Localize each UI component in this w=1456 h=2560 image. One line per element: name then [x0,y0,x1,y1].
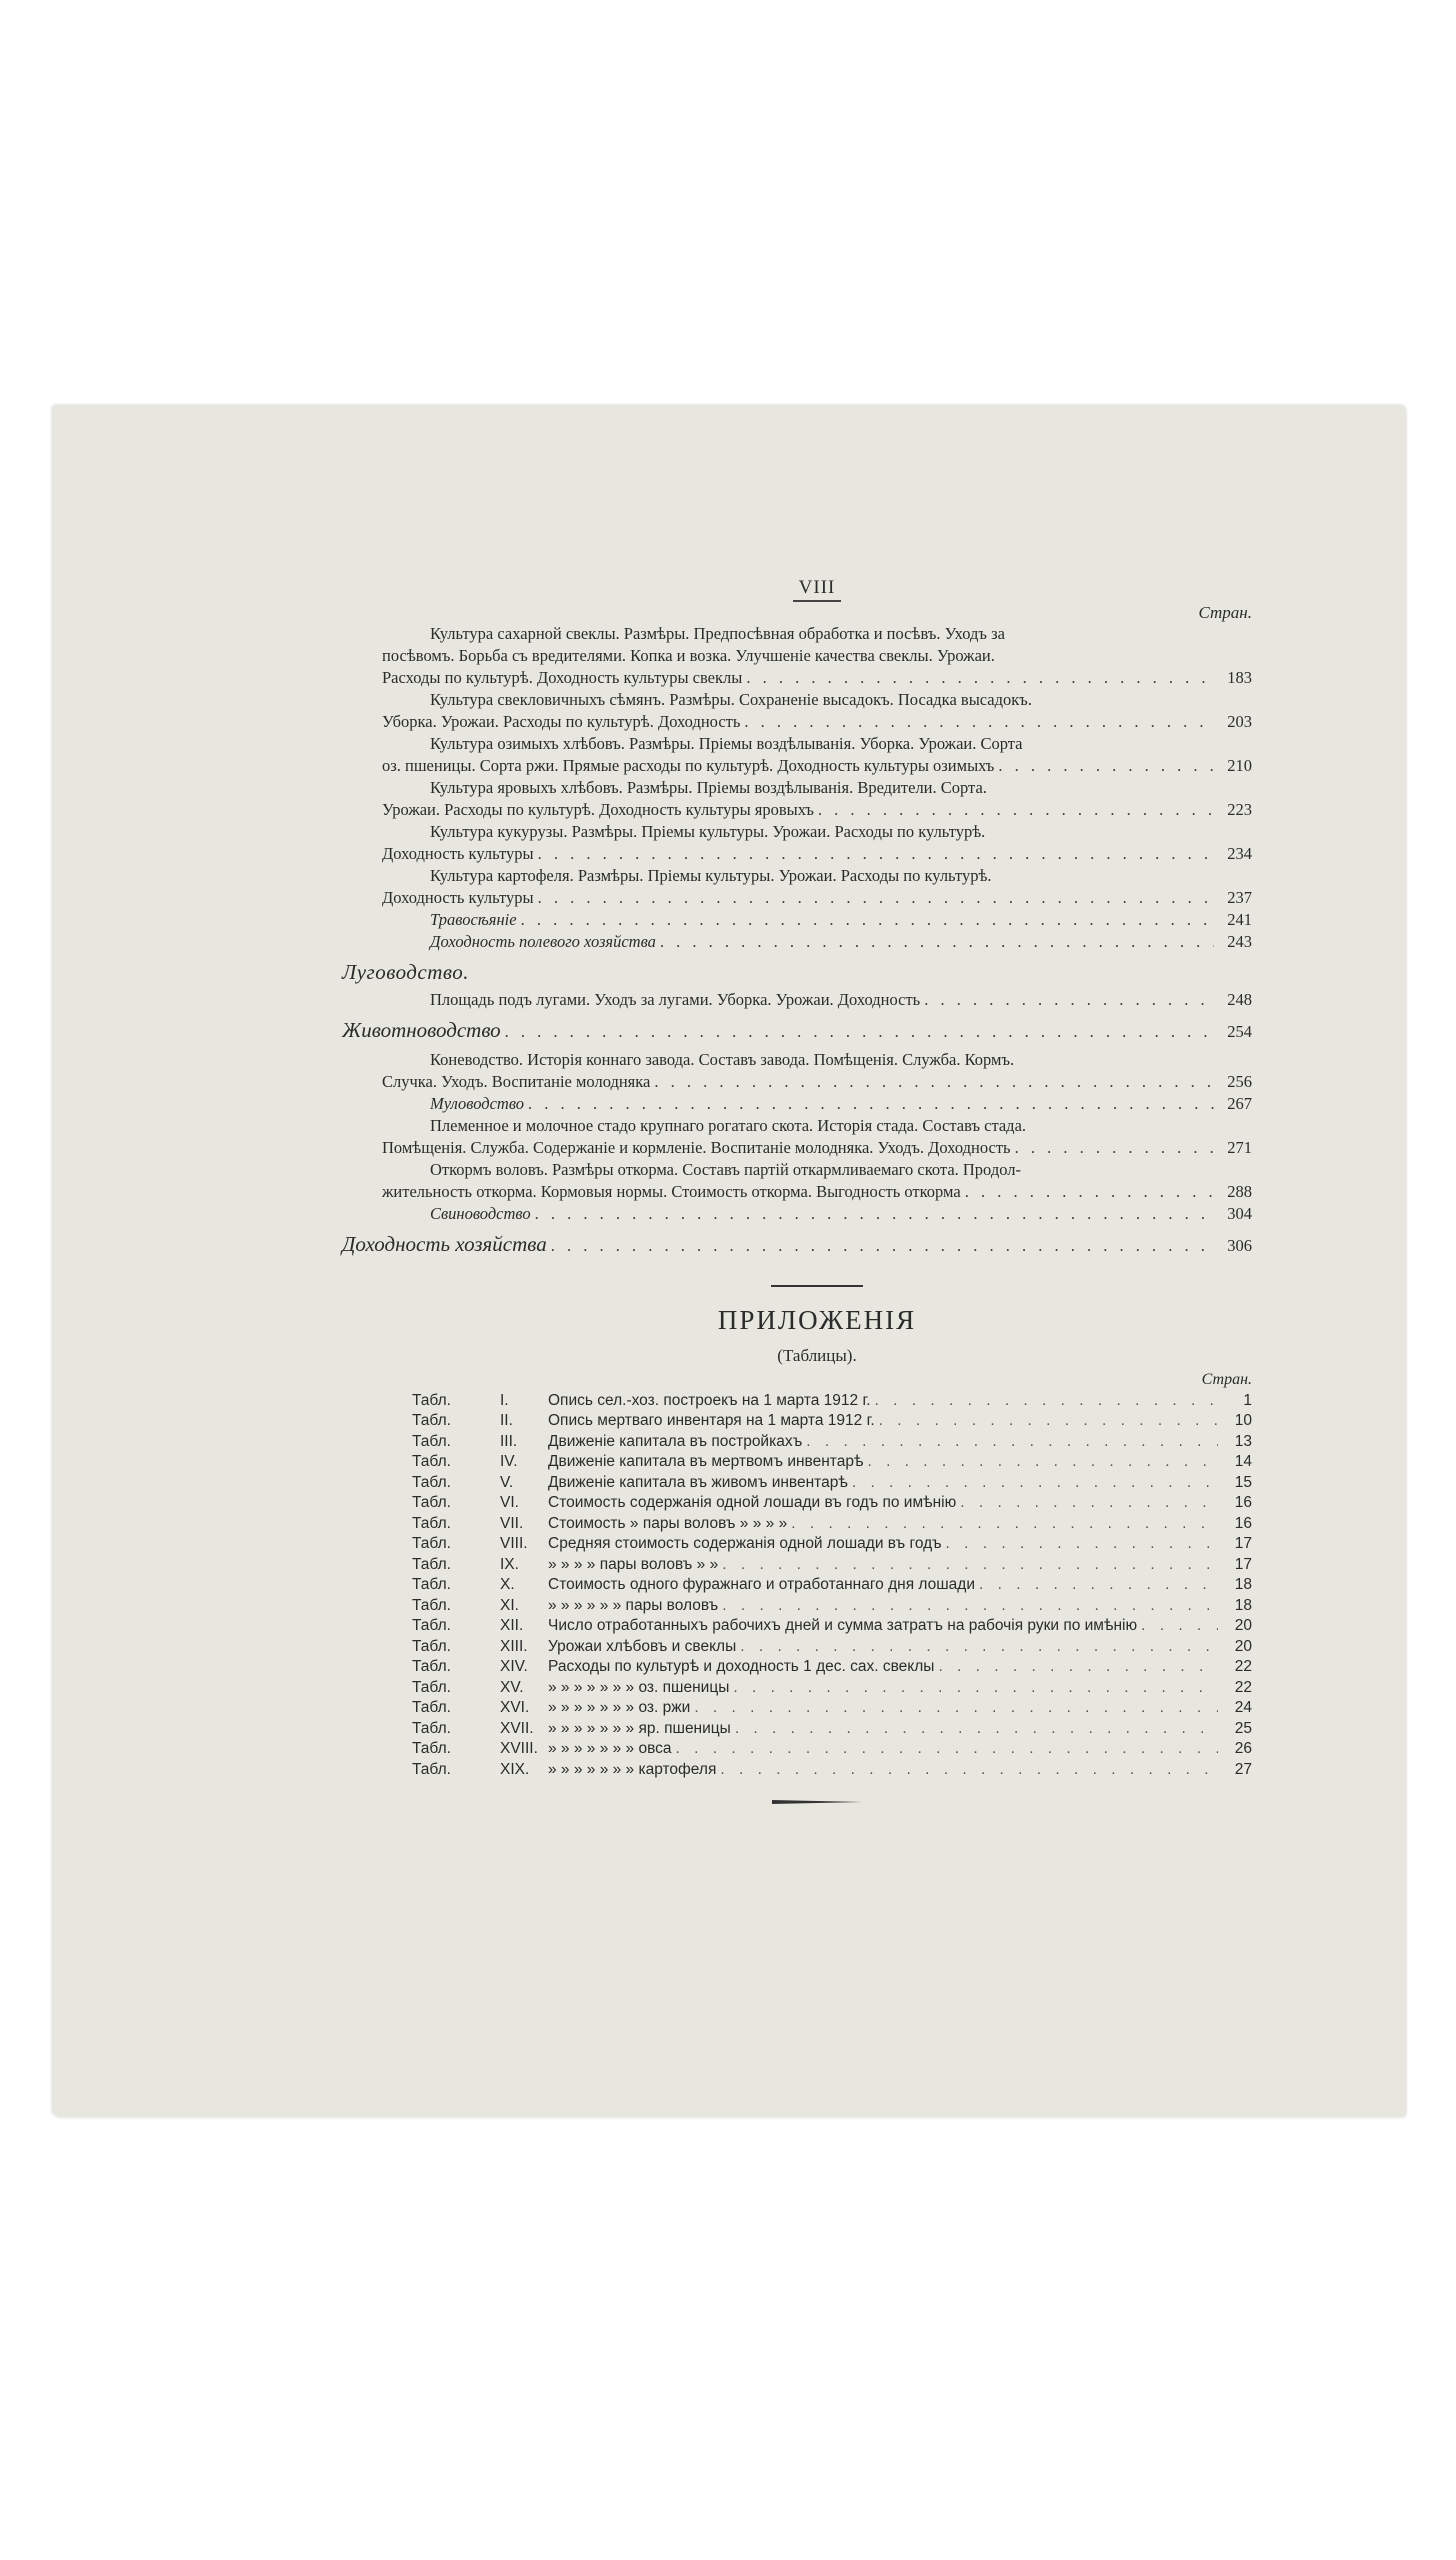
table-label: Табл. [412,1453,451,1470]
table-list-row [412,1514,1252,1535]
toc-entry-line: Урожаи. Расходы по культурѣ. Доходность культуры яровыхъ [382,800,814,819]
table-list-row [412,1596,1252,1617]
table-label: Табл. [412,1617,451,1634]
table-title: Стоимость одного фуражнаго и отработаннаго дня лошади [548,1576,975,1593]
table-page-number: 16 [1234,1514,1252,1532]
section-heading-meadow: Луговодство. [342,960,469,984]
table-label: Табл. [412,1432,451,1450]
toc-page-number: 234 [1227,844,1252,863]
toc-entry-line: Откормъ воловъ. Размѣры откорма. Составъ партій откармливаемаго скота. Продол- [430,1160,1021,1179]
page-number: VIII [382,577,1252,599]
table-label: Табл. [412,1740,451,1757]
toc-entry [382,733,1252,777]
table-title: Стоимость содержанія одной лошади въ годъ по имѣнію [548,1494,957,1511]
table-of-contents [342,623,1252,1257]
table-list-row [412,1391,1252,1412]
table-title: » » » » » » » яр. пшеницы [548,1719,731,1737]
toc-entry [382,1203,1252,1225]
table-list-row [412,1698,1252,1719]
toc-entry-line: Культура озимыхъ хлѣбовъ. Размѣры. Пріемы воздѣлыванія. Уборка. Урожаи. Сорта [430,734,1023,753]
table-page-number: 17 [1234,1555,1252,1573]
table-list-row [412,1555,1252,1576]
toc-entry [382,1159,1252,1203]
toc-entry [382,1093,1252,1115]
table-number: I. [500,1391,509,1409]
toc-entry-title: Свиноводство [430,1204,531,1223]
table-label: Табл. [412,1637,451,1655]
section-divider [771,1285,863,1287]
table-page-number: 26 [1234,1740,1252,1757]
table-list-row [412,1473,1252,1494]
table-title: Движеніе капитала въ мертвомъ инвентарѣ [548,1453,864,1470]
table-title: Расходы по культурѣ и доходность 1 дес. сах. свеклы [548,1658,935,1675]
table-page-number: 20 [1234,1617,1252,1634]
toc-entry-line: Культура яровыхъ хлѣбовъ. Размѣры. Пріемы воздѣлыванія. Вредители. Сорта. [430,778,987,797]
toc-entry [382,623,1252,689]
toc-page-number: 237 [1227,888,1252,907]
table-page-number: 14 [1234,1453,1252,1470]
table-title: » » » » » » » оз. ржи [548,1699,691,1716]
table-list-row [412,1575,1252,1596]
table-title: Движеніе капитала въ постройкахъ [548,1432,803,1450]
toc-entry-line: посѣвомъ. Борьба съ вредителями. Копка и возка. Улучшеніе качества свеклы. Урожаи. [382,646,995,665]
toc-page-number: 223 [1227,800,1252,819]
table-list-row [412,1719,1252,1740]
toc-entry-title: Травосѣяніе [430,910,517,929]
table-list-row [412,1637,1252,1658]
table-page-number: 15 [1234,1473,1252,1491]
toc-page-number: 254 [1227,1022,1252,1041]
table-list-row [412,1493,1252,1514]
table-list-row [412,1452,1252,1473]
table-number: XVI. [500,1699,530,1716]
table-label: Табл. [412,1473,451,1491]
table-title: Стоимость » пары воловъ » » » » [548,1514,788,1532]
table-page-number: 18 [1234,1596,1252,1614]
table-label: Табл. [412,1719,451,1737]
table-page-number: 18 [1234,1576,1252,1593]
table-title: » » » » » » » овса [548,1740,672,1757]
toc-entry [382,821,1252,865]
table-title: » » » » » » » картофеля [548,1760,717,1778]
table-label: Табл. [412,1535,451,1552]
table-label: Табл. [412,1760,451,1778]
table-label: Табл. [412,1699,451,1716]
table-list-row [412,1616,1252,1637]
toc-entry-line: Культура свекловичныхъ сѣмянъ. Размѣры. Сохраненіе высадокъ. Посадка высадокъ. [430,690,1032,709]
table-number: IX. [500,1555,519,1573]
toc-page-number: 304 [1227,1204,1252,1223]
table-number: XVII. [500,1719,534,1737]
appendix-title: ПРИЛОЖЕНІЯ [717,1305,917,1335]
toc-entry-line: Племенное и молочное стадо крупнаго рогатаго скота. Исторія стада. Составъ стада. [430,1116,1027,1135]
toc-page-number: 243 [1227,932,1252,951]
table-list-row [412,1534,1252,1555]
table-number: IV. [500,1453,518,1470]
toc-entry [382,989,1252,1011]
table-number: VII. [500,1514,524,1532]
table-list-row [412,1432,1252,1453]
table-number: XI. [500,1596,519,1614]
table-label: Табл. [412,1555,451,1573]
toc-page-number: 241 [1227,910,1252,929]
table-title: » » » » » » » оз. пшеницы [548,1678,730,1696]
table-title: » » » » пары воловъ » » [548,1555,719,1573]
table-page-number: 16 [1234,1494,1252,1511]
toc-entry [382,777,1252,821]
table-page-number: 22 [1234,1678,1252,1696]
toc-entry-line: Помѣщенія. Служба. Содержаніе и кормленіе. Воспитаніе молодняка. Уходъ. Доходность [382,1138,1011,1157]
table-page-number: 1 [1243,1391,1252,1409]
toc-page-number: 267 [1227,1094,1252,1113]
page-column-header: Стран. [1198,603,1252,622]
table-label: Табл. [412,1576,451,1593]
table-label: Табл. [412,1412,451,1429]
toc-entry-title: Доходность полевого хозяйства [430,932,656,951]
toc-entry-line: Культура кукурузы. Размѣры. Пріемы культуры. Урожаи. Расходы по культурѣ. [430,822,986,841]
tables-list [382,1370,1252,1780]
toc-entry [382,931,1252,953]
appendix-subtitle: (Таблицы). [777,1346,857,1365]
toc-page-number: 183 [1227,668,1252,687]
toc-entry [382,689,1252,733]
toc-entry [382,1049,1252,1093]
table-list-row [412,1760,1252,1781]
toc-page-number: 271 [1227,1138,1252,1157]
table-page-number: 13 [1234,1432,1252,1450]
table-number: II. [500,1412,513,1429]
table-title: Число отработанныхъ рабочихъ дней и сумма затратъ на рабочія руки по имѣнію [548,1617,1138,1634]
table-number: XV. [500,1678,524,1696]
toc-entry-line: жительность откорма. Кормовыя нормы. Стоимость откорма. Выгодность откорма [382,1182,961,1201]
table-title: Движеніе капитала въ живомъ инвентарѣ [548,1473,848,1491]
toc-entry-line: Доходность культуры [382,888,534,907]
table-title: Опись мертваго инвентаря на 1 марта 1912 г. [548,1412,875,1429]
table-page-number: 22 [1234,1658,1252,1675]
table-number: VI. [500,1494,519,1511]
toc-entry-title: Площадь подъ лугами. Уходъ за лугами. Уборка. Урожаи. Доходность [430,990,921,1009]
table-number: X. [500,1576,515,1593]
page-content [342,577,1252,1804]
table-number: XIII. [500,1637,528,1655]
toc-page-number: 203 [1227,712,1252,731]
table-list-row [412,1678,1252,1699]
table-number: VIII. [500,1535,528,1552]
end-ornament [772,1800,862,1804]
table-title: Опись сел.-хоз. построекъ на 1 марта 1912 г. [548,1391,871,1409]
table-label: Табл. [412,1391,451,1409]
table-page-number: 24 [1234,1699,1252,1716]
table-page-number: 25 [1234,1719,1252,1737]
toc-entry-line: Расходы по культурѣ. Доходность культуры свеклы [382,668,743,687]
toc-entry-line: Уборка. Урожаи. Расходы по культурѣ. Доходность [382,712,741,731]
table-page-number: 17 [1234,1535,1252,1552]
toc-entry-line: Коневодство. Исторія коннаго завода. Составъ завода. Помѣщенія. Служба. Кормъ. [430,1050,1015,1069]
toc-entry [382,865,1252,909]
book-page [52,405,1406,2117]
section-heading-income: Доходность хозяйства . . . 306 [382,1233,1252,1257]
tables-column-header: Стран. [1201,1371,1252,1388]
table-list-row [412,1657,1252,1678]
table-label: Табл. [412,1514,451,1532]
table-label: Табл. [412,1596,451,1614]
toc-entry-title: Муловодство [430,1094,525,1113]
table-page-number: 27 [1234,1760,1252,1778]
toc-page-number: 210 [1227,756,1252,775]
table-list-row [412,1739,1252,1760]
table-number: V. [500,1473,514,1491]
table-list-row [412,1411,1252,1432]
table-number: III. [500,1432,518,1450]
toc-entry-line: Случка. Уходъ. Воспитаніе молодняка [382,1072,651,1091]
table-label: Табл. [412,1658,451,1675]
section-heading-animal: Животноводство . . . 254 [382,1019,1252,1043]
table-page-number: 20 [1234,1637,1252,1655]
toc-entry-line: Культура сахарной свеклы. Размѣры. Предпосѣвная обработка и посѣвъ. Уходъ за [430,624,1005,643]
toc-entry [382,1115,1252,1159]
table-number: XIX. [500,1760,530,1778]
toc-entry-line: оз. пшеницы. Сорта ржи. Прямые расходы по культурѣ. Доходность культуры озимыхъ [382,756,995,775]
table-label: Табл. [412,1494,451,1511]
toc-page-number: 256 [1227,1072,1252,1091]
toc-entry [382,909,1252,931]
toc-page-number: 248 [1227,990,1252,1009]
table-page-number: 10 [1234,1412,1252,1429]
toc-page-number: 288 [1227,1182,1252,1201]
toc-page-number: 306 [1227,1236,1252,1255]
table-number: XVIII. [500,1740,538,1757]
table-title: Урожаи хлѣбовъ и свеклы [548,1637,737,1655]
table-label: Табл. [412,1678,451,1696]
table-number: XII. [500,1617,524,1634]
toc-entry-line: Культура картофеля. Размѣры. Пріемы культуры. Урожаи. Расходы по культурѣ. [430,866,992,885]
table-number: XIV. [500,1658,528,1675]
table-title: » » » » » » пары воловъ [548,1596,719,1614]
table-title: Средняя стоимость содержанія одной лошади въ годъ [548,1535,942,1552]
toc-entry-line: Доходность культуры [382,844,534,863]
